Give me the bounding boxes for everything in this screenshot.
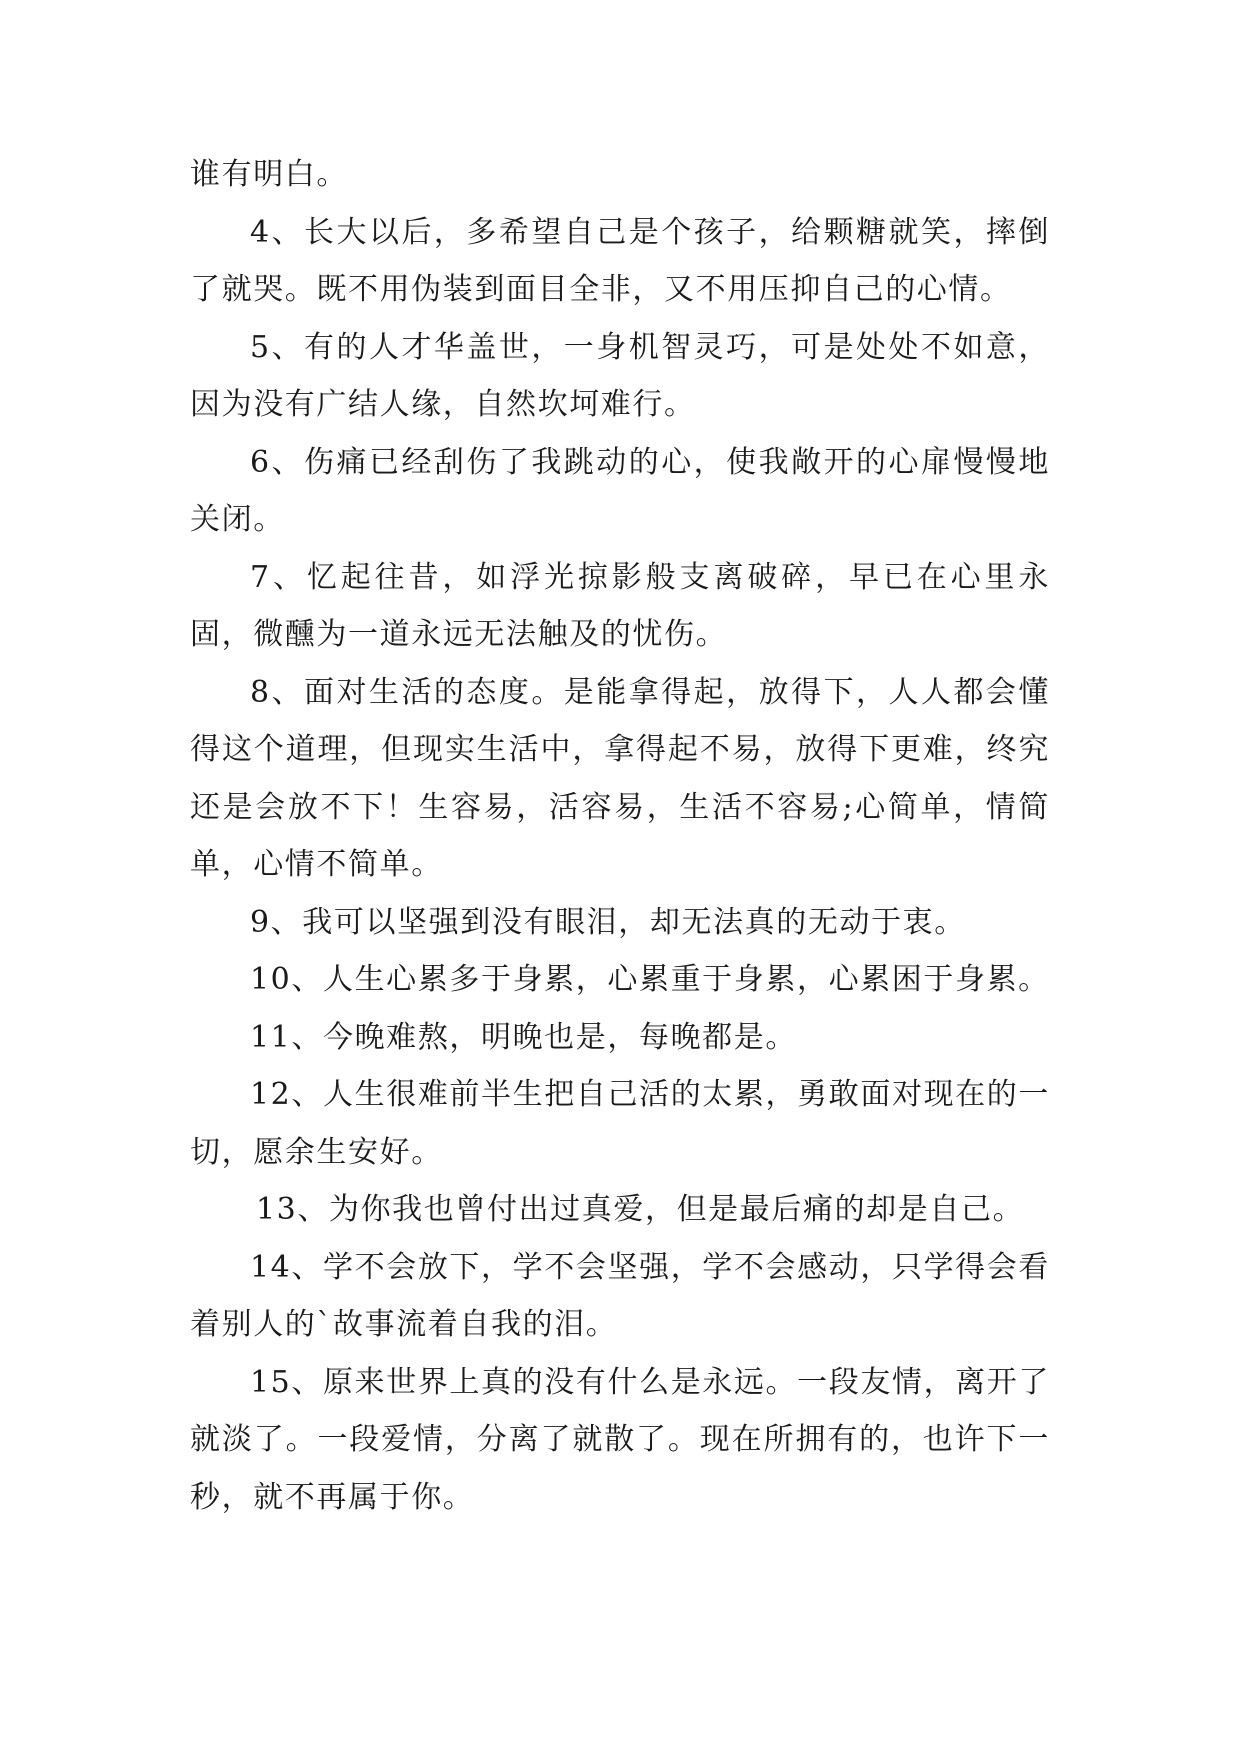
paragraph-continuation: 谁有明白。 [190, 157, 348, 192]
paragraph-9: 9、我可以坚强到没有眼泪，却无法真的无动于衷。 [250, 904, 966, 940]
paragraph-11: 11、今晚难熬，明晚也是，每晚都是。 [250, 1019, 797, 1055]
paragraph-12: 12、人生很难前半生把自己活的太累，勇敢面对现在的一切，愿余生安好。 [190, 1077, 1050, 1170]
paragraph-6: 6、伤痛已经刮伤了我跳动的心，使我敞开的心扉慢慢地关闭。 [190, 444, 1050, 537]
paragraph-15: 15、原来世界上真的没有什么是永远。一段友情，离开了就淡了。一段爱情，分离了就散了。现在所拥有的，也许下一秒，就不再属于你。 [190, 1364, 1050, 1515]
document-body [190, 146, 1050, 1526]
paragraph-14: 14、学不会放下，学不会坚强，学不会感动，只学得会看着别人的`故事流着自我的泪。 [190, 1249, 1050, 1342]
paragraph-4: 4、长大以后，多希望自己是个孩子，给颗糖就笑，摔倒了就哭。既不用伪装到面目全非，又不用压抑自己的心情。 [190, 214, 1050, 307]
paragraph-10: 10、人生心累多于身累，心累重于身累，心累困于身累。 [250, 962, 1050, 997]
paragraph-13: 13、为你我也曾付出过真爱，但是最后痛的却是自己。 [256, 1192, 1025, 1227]
paragraph-8: 8、面对生活的态度。是能拿得起，放得下，人人都会懂得这个道理，但现实生活中，拿得起不易，放得下更难，终究还是会放不下！生容易，活容易，生活不容易;心简单，情简单，心情不简单。 [190, 674, 1050, 882]
paragraph-5: 5、有的人才华盖世，一身机智灵巧，可是处处不如意，因为没有广结人缘，自然坎坷难行。 [190, 329, 1050, 422]
paragraph-7: 7、忆起往昔，如浮光掠影般支离破碎，早已在心里永固，微醺为一道永远无法触及的忧伤。 [190, 559, 1050, 652]
